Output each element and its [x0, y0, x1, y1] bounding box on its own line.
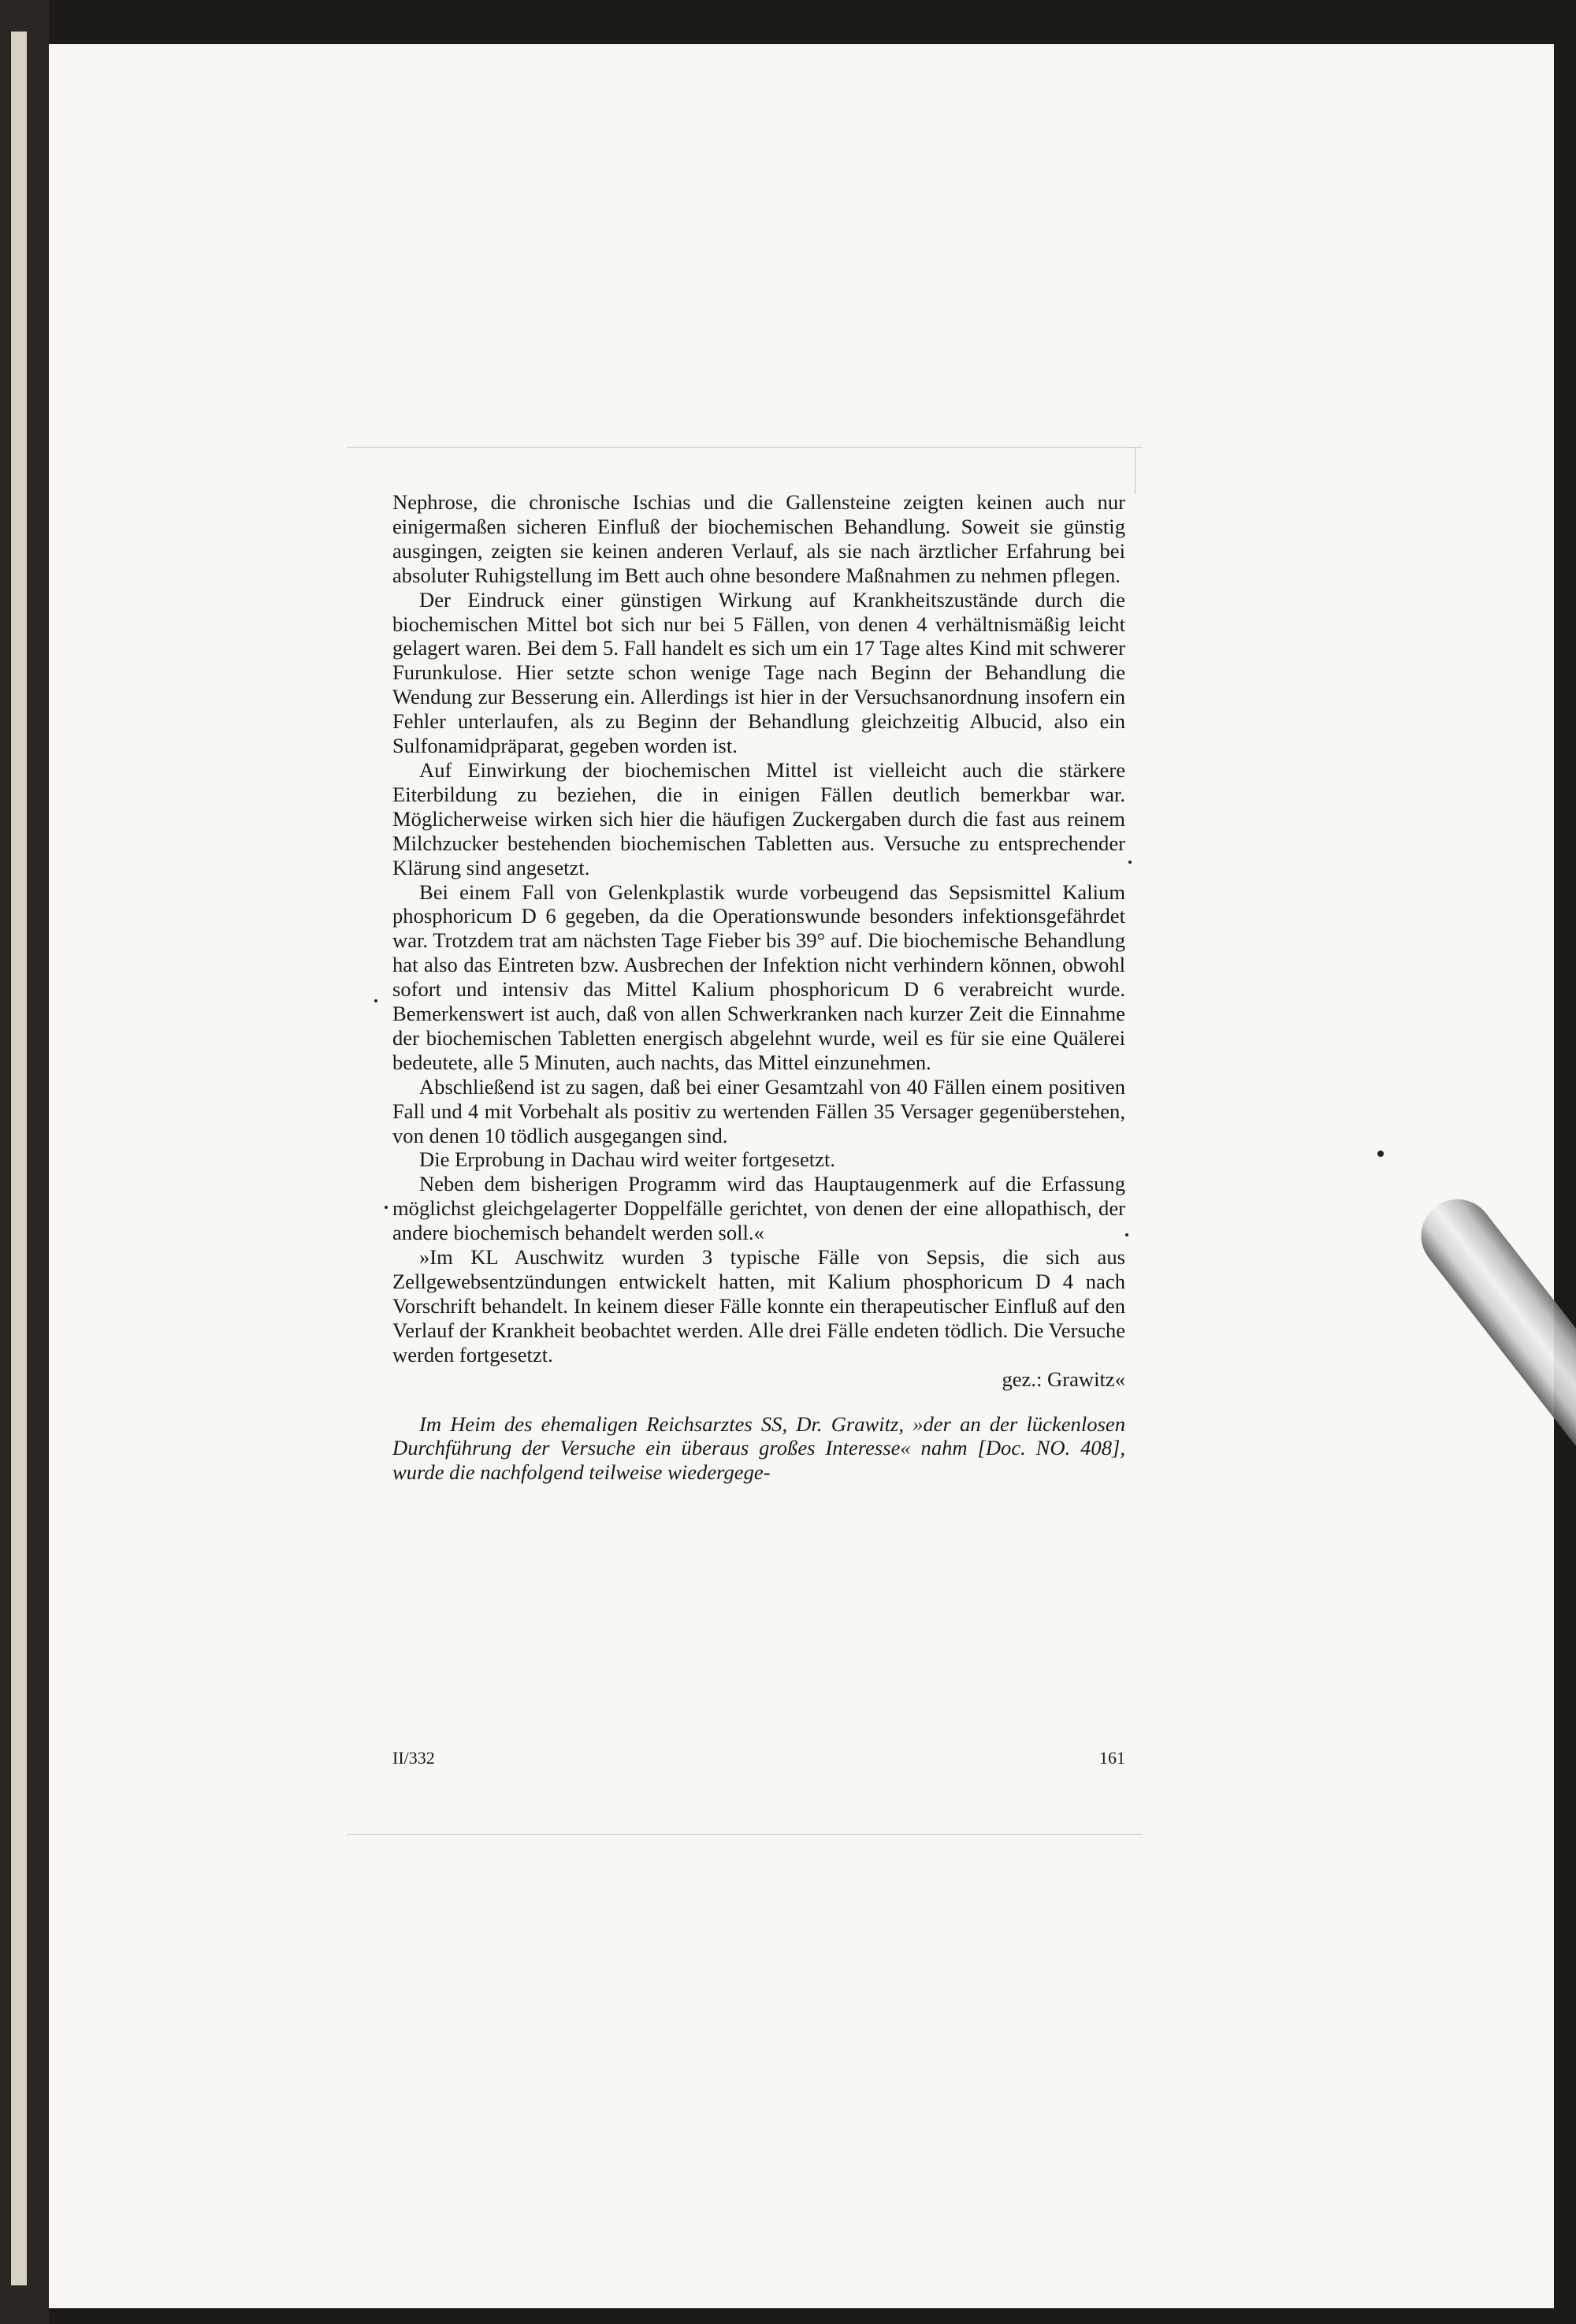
speck [374, 999, 377, 1002]
page-footer [392, 1748, 1125, 1768]
paragraph: Die Erprobung in Dachau wird weiter fortgesetzt. [419, 1147, 835, 1172]
footer-reference: II/332 [392, 1748, 435, 1768]
paragraph: Auf Einwirkung der biochemischen Mittel ist vielleicht auch die stärkere Eiterbildung zu beziehen, die in einigen Fällen deutlich bemerkbar war. Möglicherweise wirken sich hier die häufigen Zuckergaben durch die fast aus reinem Milchzucker bestehenden biochemischen Tabletten aus. Versuche zu entsprechender Klärung sind angesetzt. [392, 757, 1125, 879]
paragraph: »Im KL Auschwitz wurden 3 typische Fälle von Sepsis, die sich aus Zellgewebsentzündungen entwickelt hatten, mit Kalium phosphoricum D 4 nach Vorschrift behandelt. In keinem dieser Fälle konnte ein therapeutischer Einfluß auf den Verlauf der Krankheit beobachtet werden. Alle drei Fälle endeten tödlich. Die Versuche werden fortgesetzt. [392, 1245, 1125, 1367]
frame-line-right [1135, 447, 1136, 494]
adjacent-page-edge [11, 32, 27, 2285]
frame-line-bottom [347, 1834, 1143, 1835]
paragraph: Abschließend ist zu sagen, daß bei einer Gesamtzahl von 40 Fällen einem positiven Fall und 4 mit Vorbehalt als positiv zu wertenden Fällen 35 Versager gegenüberstehen, von denen 10 tödlich ausgegangen sind. [392, 1074, 1125, 1147]
signature: gez.: Grawitz« [1002, 1367, 1125, 1391]
speck [385, 1206, 388, 1209]
speck [1125, 1233, 1128, 1236]
paragraph: Bei einem Fall von Gelenkplastik wurde vorbeugend das Sepsismittel Kalium phosphoricum D 6 gegeben, da die Operationswunde besonders infektionsgefährdet war. Trotzdem trat am nächsten Tage Fieber bis 39° auf. Die biochemische Behandlung hat also das Eintreten bzw. Ausbrechen der Infektion nicht verhindern können, obwohl sofort und intensiv das Mittel Kalium phosphoricum D 6 verabreicht wurde. Bemerkenswert ist auch, daß von allen Schwerkranken nach kurzer Zeit die Einnahme der biochemischen Tabletten energisch abgelehnt wurde, weil es für sie eine Quälerei bedeutete, alle 5 Minuten, auch nachts, das Mittel einzunehmen. [392, 879, 1125, 1074]
document-body [392, 490, 1125, 1485]
paragraph: Neben dem bisherigen Programm wird das Hauptaugenmerk auf die Erfassung möglichst gleichgelagerter Doppelfälle gerichtet, von denen der eine allopathisch, der andere biochemisch behandelt werden soll.« [392, 1172, 1125, 1245]
page-number: 161 [1099, 1748, 1125, 1768]
frame-line-top [347, 447, 1143, 448]
paragraph: Der Eindruck einer günstigen Wirkung auf Krankheitszustände durch die biochemischen Mittel bot sich nur bei 5 Fällen, von denen 4 verhältnismäßig leicht gelagert waren. Bei dem 5. Fall handelt es sich um ein 17 Tage altes Kind mit schwerer Furunkulose. Hier setzte schon wenige Tage nach Beginn der Behandlung die Wendung zur Besserung ein. Allerdings ist hier in der Versuchsanordnung insofern ein Fehler unterlaufen, als zu Beginn der Behandlung gleichzeitig Albucid, also ein Sulfonamidpräparat, gegeben worden ist. [392, 587, 1125, 758]
speck [1128, 861, 1132, 864]
italic-paragraph: Im Heim des ehemaligen Reichsarztes SS, Dr. Grawitz, »der an der lückenlosen Durchführung der Versuche ein überaus großes Interesse« nahm [Doc. NO. 408], wurde die nachfolgend teilweise wiedergege- [392, 1411, 1125, 1485]
book-spine-edge [0, 0, 49, 2324]
paragraph: Nephrose, die chronische Ischias und die Gallensteine zeigten keinen auch nur einigermaßen sicheren Einfluß der biochemischen Behandlung. Soweit sie günstig ausgingen, zeigten sie keinen anderen Verlauf, als sie nach ärztlicher Erfahrung bei absoluter Ruhigstellung im Bett auch ohne besondere Maßnahmen zu nehmen pflegen. [392, 490, 1125, 587]
speck [1377, 1151, 1384, 1157]
